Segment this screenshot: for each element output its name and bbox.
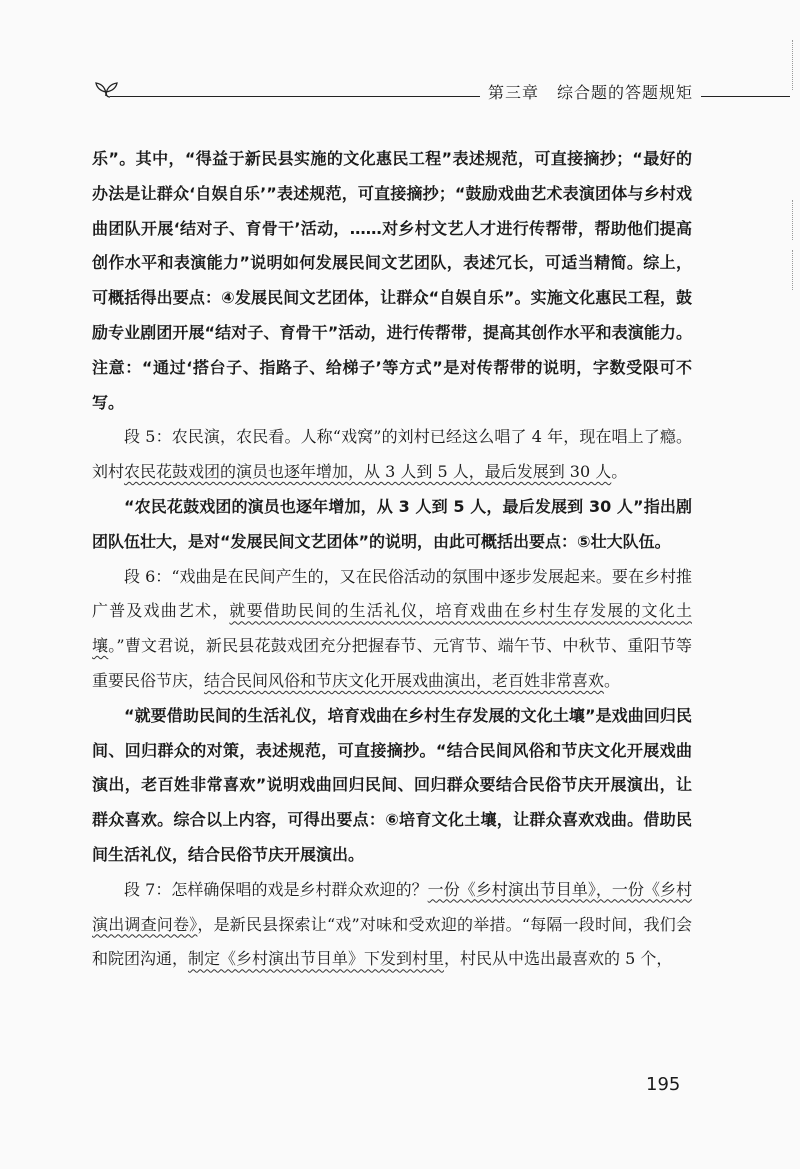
text-run: “农民花鼓戏团的演员也逐年增加，从 3 人到 5 人，最后发展到 30 人”指出剧团队伍壮大，是对“发展民间文艺团体”的说明，由此可概括出要点：⑤壮大队伍。 <box>92 496 692 551</box>
paragraph <box>92 142 692 420</box>
sprout-icon <box>92 74 122 104</box>
scan-edge-mark <box>792 200 794 240</box>
paragraph <box>92 873 692 977</box>
text-run: 。 <box>611 462 628 482</box>
text-run: “就要借助民间的生活礼仪，培育戏曲在乡村生存发展的文化土壤”是戏曲回归民间、回归群众的对策，表述规范，可直接摘抄。“结合民间风俗和节庆文化开展戏曲演出，老百姓非常喜欢”说明戏曲回归民间、回归群众要结合民俗节庆开展演出，让群众喜欢。综合以上内容，可得出要点：⑥培育文化土壤，让群众喜欢戏曲。借助民间生活礼仪，结合民俗节庆开展演出。 <box>92 705 692 864</box>
text-run: 段 6：“戏曲是在民间产生的，又在民俗活动的氛围中逐步发展起来。要在乡村推广普及戏曲艺术， <box>92 566 692 621</box>
scan-edge-mark <box>792 40 794 90</box>
paragraph <box>92 560 692 699</box>
page-number: 195 <box>646 1074 681 1095</box>
text-run: ，村民从中选出最喜欢的 5 个， <box>444 949 673 969</box>
text-run: ，是新民县探索让“戏”对味和受欢迎的举措。“每隔一段时间，我们会和院团沟通， <box>92 914 692 969</box>
text-run: 段 5：农民演，农民看。人称“戏窝”的刘村已经这么唱了 4 年，现在唱上了瘾。刘村 <box>92 427 692 482</box>
text-run: 乐”。其中，“得益于新民县实施的文化惠民工程”表述规范，可直接摘抄；“最好的办法是让群众‘自娱自乐’”表述规范，可直接摘抄；“鼓励戏曲艺术表演团体与乡村戏曲团队开展‘结对子、育骨干’活动，……对乡村文艺人才进行传帮带，帮助他们提高创作水平和表演能力”说明如何发展民间文艺团队，表述冗长，可适当精简。综上，可概括得出要点：④发展民间文艺团体，让群众“自娱自乐”。实施文化惠民工程，鼓励专业剧团开展“结对子、育骨干”活动，进行传帮带，提高其创作水平和表演能力。注意：“通过‘搭台子、指路子、给梯子’等方式”是对传帮带的说明，字数受限可不写。 <box>92 149 692 412</box>
text-run: 。 <box>604 670 621 690</box>
text-run: 段 7：怎样确保唱的戏是乡村群众欢迎的？ <box>124 879 428 899</box>
paragraph <box>92 699 692 873</box>
text-run: 。”曹文君说，新民县花鼓戏团充分把握春节、元宵节、端午节、中秋节、重阳节等重要民俗节庆， <box>92 636 692 690</box>
chapter-number: 第三章 <box>488 83 540 102</box>
underlined-quote: 结合民间风俗和节庆文化开展戏曲演出，老百姓非常喜欢 <box>204 670 605 690</box>
scan-edge-mark <box>792 250 794 290</box>
underlined-quote: 制定《乡村演出节目单》下发到村里 <box>188 949 445 969</box>
paragraph <box>92 420 692 490</box>
running-header <box>92 74 790 108</box>
chapter-title: 综合题的答题规矩 <box>557 83 694 102</box>
underlined-quote: 就要借助民间的生活礼仪，培育戏曲在乡村生存发展的文化土壤 <box>92 601 692 656</box>
underlined-quote: 一份《乡村演出节目单》，一份《乡村演出调查问卷》 <box>92 879 692 934</box>
paragraph <box>92 490 692 560</box>
body-text <box>92 142 692 977</box>
underlined-quote: 农民花鼓戏团的演员也逐年增加，从 3 人到 5 人，最后发展到 30 人 <box>124 462 612 482</box>
chapter-heading <box>480 80 701 103</box>
